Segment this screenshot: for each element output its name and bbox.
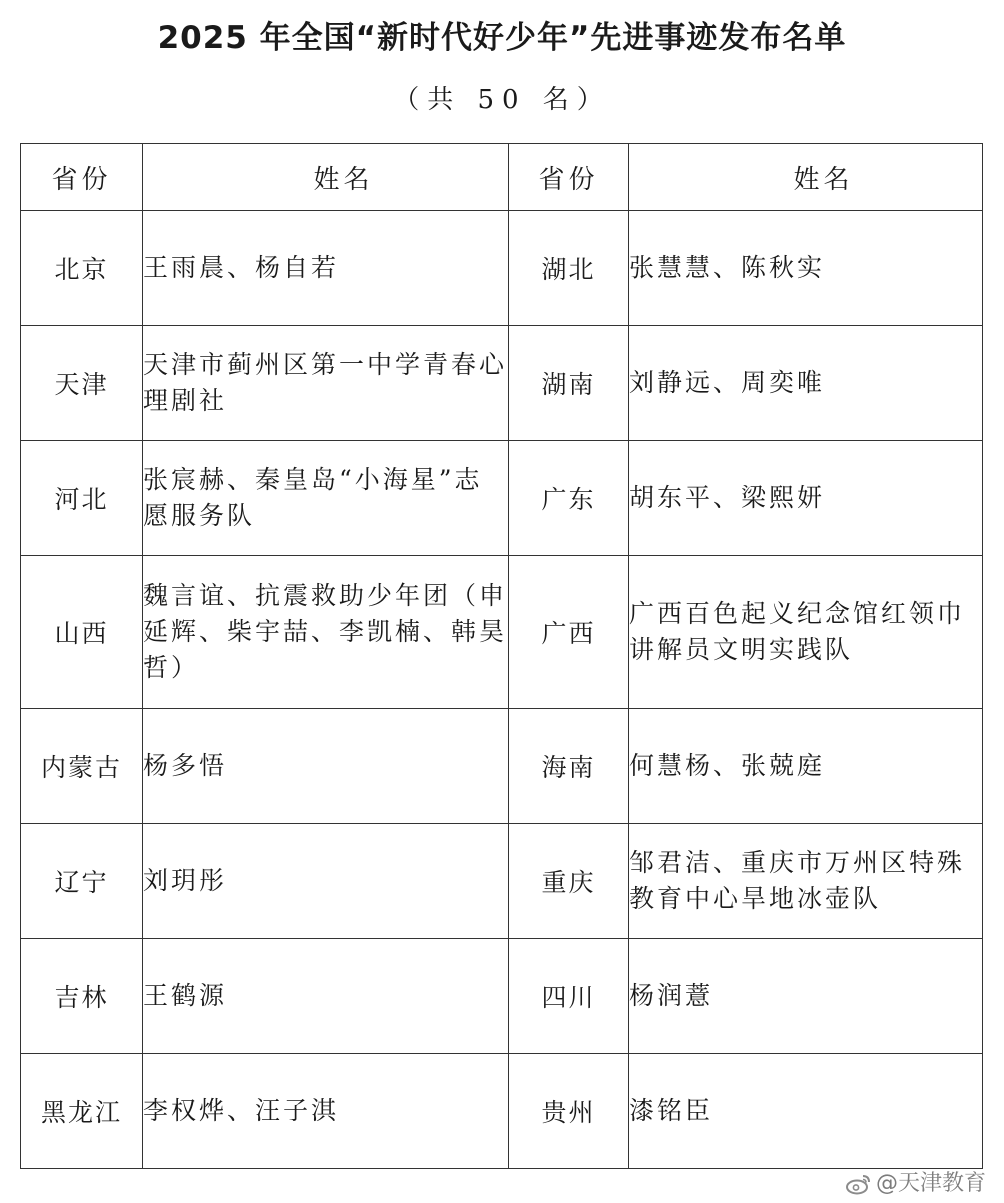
province-cell: 吉林 [21, 939, 143, 1054]
column-header-name: 姓名 [143, 144, 509, 211]
province-cell: 重庆 [509, 824, 629, 939]
names-cell: 胡东平、梁熙妍 [629, 441, 983, 556]
province-cell: 贵州 [509, 1054, 629, 1169]
names-cell: 李权烨、汪子淇 [143, 1054, 509, 1169]
province-cell: 湖北 [509, 211, 629, 326]
province-cell: 广东 [509, 441, 629, 556]
table-row [21, 939, 983, 1054]
names-cell: 广西百色起义纪念馆红领巾讲解员文明实践队 [629, 556, 983, 709]
table-row [21, 441, 983, 556]
table-row [21, 326, 983, 441]
column-header-province: 省份 [21, 144, 143, 211]
weibo-icon [846, 1173, 872, 1195]
roster-table [20, 143, 983, 1169]
province-cell: 四川 [509, 939, 629, 1054]
names-cell: 何慧杨、张兢庭 [629, 709, 983, 824]
province-cell: 广西 [509, 556, 629, 709]
table-row [21, 824, 983, 939]
page-subtitle: （共 50 名） [393, 85, 611, 115]
province-cell: 湖南 [509, 326, 629, 441]
province-cell: 天津 [21, 326, 143, 441]
names-cell: 刘玥彤 [143, 824, 509, 939]
names-cell: 魏言谊、抗震救助少年团（申延辉、柴宇喆、李凯楠、韩昊哲） [143, 556, 509, 709]
table-row [21, 1054, 983, 1169]
province-cell: 内蒙古 [21, 709, 143, 824]
source-watermark [846, 1166, 986, 1197]
names-cell: 张宸赫、秦皇岛“小海星”志愿服务队 [143, 441, 509, 556]
column-header-name: 姓名 [629, 144, 983, 211]
column-header-province: 省份 [509, 144, 629, 211]
province-cell: 海南 [509, 709, 629, 824]
province-cell: 北京 [21, 211, 143, 326]
table-row [21, 709, 983, 824]
names-cell: 王雨晨、杨自若 [143, 211, 509, 326]
names-cell: 邹君洁、重庆市万州区特殊教育中心旱地冰壶队 [629, 824, 983, 939]
names-cell: 刘静远、周奕唯 [629, 326, 983, 441]
names-cell: 天津市蓟州区第一中学青春心理剧社 [143, 326, 509, 441]
province-cell: 河北 [21, 441, 143, 556]
names-cell: 杨多悟 [143, 709, 509, 824]
province-cell: 山西 [21, 556, 143, 709]
table-row [21, 211, 983, 326]
province-cell: 辽宁 [21, 824, 143, 939]
page-title: 2025 年全国“新时代好少年”先进事迹发布名单 [157, 20, 847, 56]
names-cell: 杨润薏 [629, 939, 983, 1054]
names-cell: 张慧慧、陈秋实 [629, 211, 983, 326]
province-cell: 黑龙江 [21, 1054, 143, 1169]
table-row [21, 556, 983, 709]
watermark-text: @天津教育 [875, 1171, 986, 1196]
names-cell: 漆铭臣 [629, 1054, 983, 1169]
names-cell: 王鹤源 [143, 939, 509, 1054]
table-header-row [21, 144, 983, 211]
